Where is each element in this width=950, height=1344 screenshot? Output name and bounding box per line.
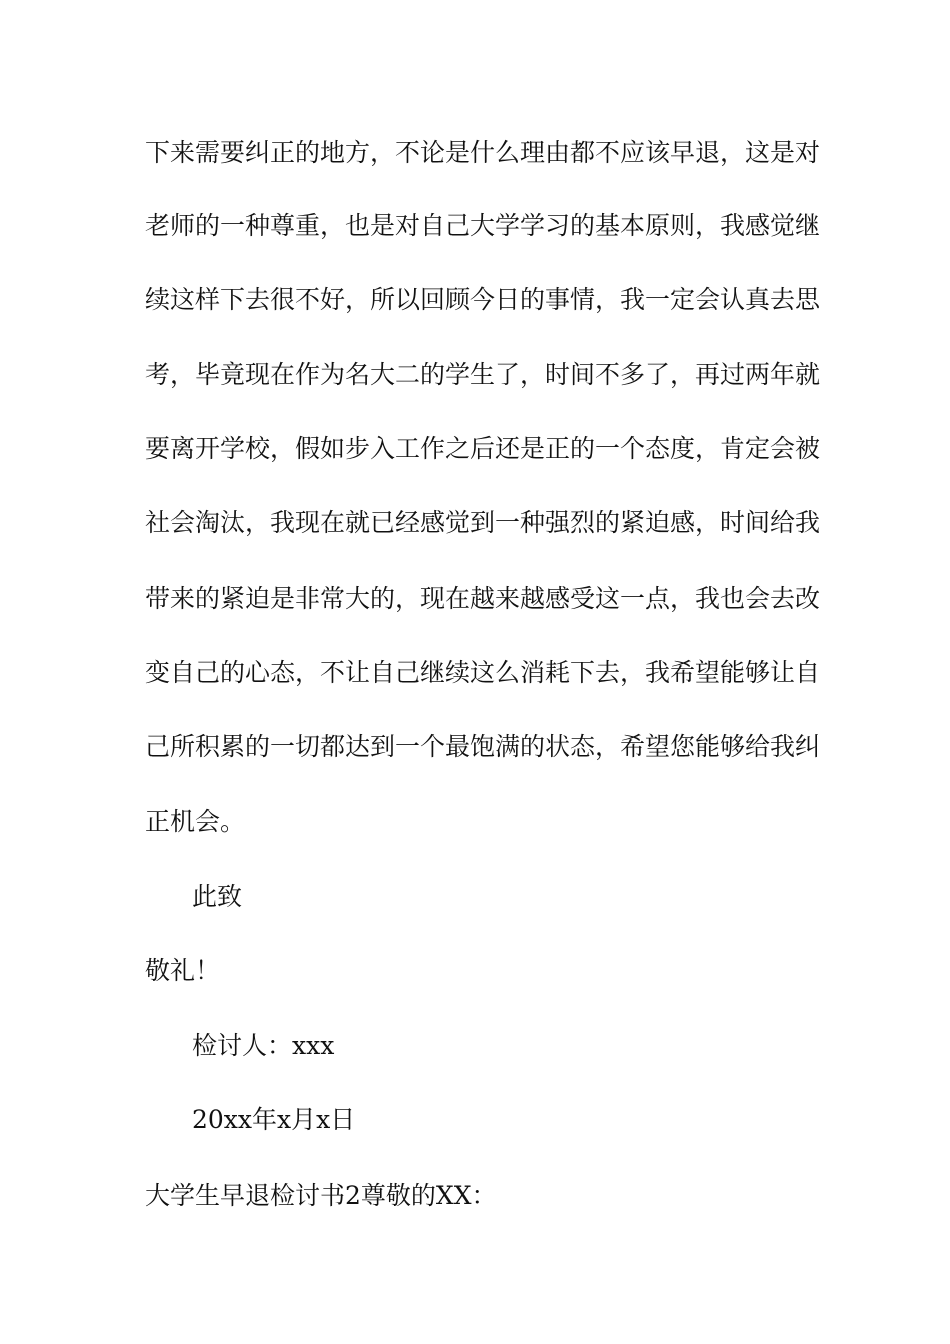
body-line-2: 老师的一种尊重，也是对自己大学学习的基本原则，我感觉继 bbox=[145, 211, 821, 240]
body-line-8: 变自己的心态，不让自己继续这么消耗下去，我希望能够让自 bbox=[145, 658, 821, 687]
body-line-6: 社会淘汰，我现在就已经感觉到一种强烈的紧迫感，时间给我 bbox=[145, 508, 821, 537]
closing-salutation: 此致 bbox=[192, 882, 243, 911]
body-line-4: 考，毕竟现在作为名大二的学生了，时间不多了，再过两年就 bbox=[145, 360, 821, 389]
date-line: 20xx年x月x日 bbox=[192, 1105, 356, 1134]
body-line-5: 要离开学校，假如步入工作之后还是正的一个态度，肯定会被 bbox=[145, 434, 821, 463]
next-letter-heading: 大学生早退检讨书2尊敬的XX： bbox=[145, 1181, 497, 1210]
body-line-10: 正机会。 bbox=[145, 807, 246, 836]
author-line: 检讨人：xxx bbox=[192, 1031, 335, 1060]
body-line-7: 带来的紧迫是非常大的，现在越来越感受这一点，我也会去改 bbox=[145, 584, 821, 613]
body-line-1: 下来需要纠正的地方，不论是什么理由都不应该早退，这是对 bbox=[145, 138, 821, 167]
closing-regards: 敬礼！ bbox=[145, 956, 221, 985]
body-line-9: 己所积累的一切都达到一个最饱满的状态，希望您能够给我纠 bbox=[145, 732, 821, 761]
body-line-3: 续这样下去很不好，所以回顾今日的事情，我一定会认真去思 bbox=[145, 285, 821, 314]
